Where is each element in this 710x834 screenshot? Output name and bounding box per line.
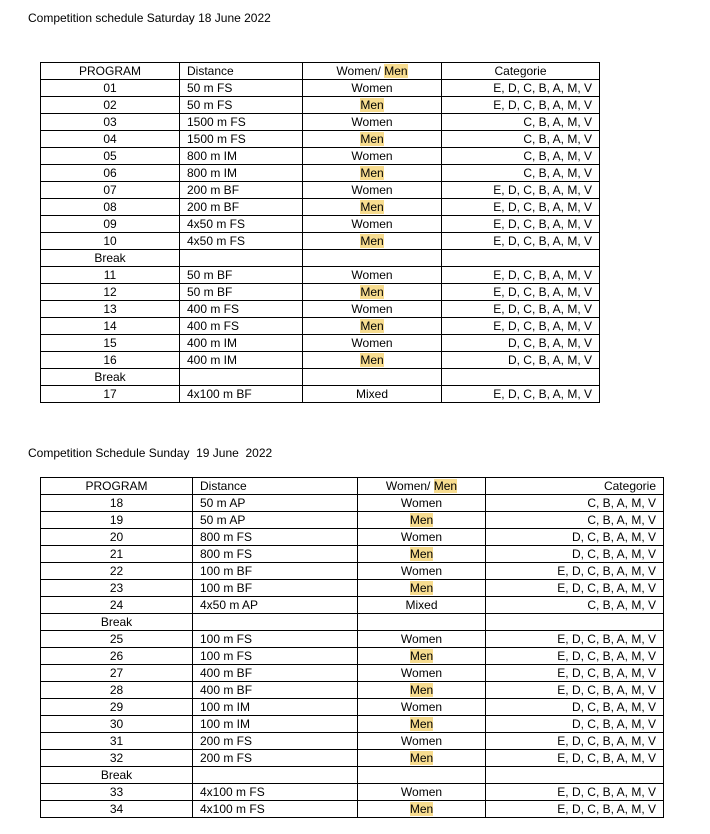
gender-header-prefix: Women/	[385, 478, 434, 493]
program-cell: 32	[41, 750, 193, 767]
gender-cell	[358, 512, 486, 529]
gender-cell	[358, 648, 486, 665]
program-cell: 31	[41, 733, 193, 750]
distance-cell: 400 m FS	[180, 318, 303, 335]
category-cell: C, B, A, M, V	[442, 148, 600, 165]
distance-cell: 100 m FS	[193, 648, 358, 665]
category-cell: D, C, B, A, M, V	[442, 335, 600, 352]
gender-cell: Women	[303, 301, 442, 318]
distance-cell: 1500 m FS	[180, 114, 303, 131]
gender-cell	[303, 352, 442, 369]
category-cell: E, D, C, B, A, M, V	[486, 563, 664, 580]
category-cell: E, D, C, B, A, M, V	[486, 682, 664, 699]
table-row	[41, 716, 664, 733]
table-row	[41, 301, 600, 318]
distance-cell: 4x100 m FS	[193, 784, 358, 801]
category-cell: E, D, C, B, A, M, V	[442, 301, 600, 318]
gender-cell: Women	[358, 784, 486, 801]
gender-cell: Women	[358, 529, 486, 546]
program-cell: Break	[41, 767, 193, 784]
distance-cell: 50 m BF	[180, 284, 303, 301]
program-cell: 19	[41, 512, 193, 529]
saturday-table-body	[41, 80, 600, 403]
distance-cell: 4x100 m FS	[193, 801, 358, 818]
table-row	[41, 386, 600, 403]
category-cell: E, D, C, B, A, M, V	[486, 733, 664, 750]
distance-cell: 200 m FS	[193, 750, 358, 767]
men-highlight: Men	[409, 682, 434, 697]
gender-header-highlight: Men	[433, 478, 458, 493]
distance-cell: 4x50 m FS	[180, 233, 303, 250]
distance-cell: 4x50 m FS	[180, 216, 303, 233]
program-cell: 14	[41, 318, 180, 335]
program-cell: 20	[41, 529, 193, 546]
program-cell: Break	[41, 369, 180, 386]
category-cell	[486, 614, 664, 631]
gender-cell	[358, 546, 486, 563]
distance-cell: 100 m IM	[193, 699, 358, 716]
program-cell: 17	[41, 386, 180, 403]
distance-cell: 100 m FS	[193, 631, 358, 648]
table-header-row	[41, 478, 664, 495]
distance-header: Distance	[180, 63, 303, 80]
gender-header-highlight: Men	[384, 63, 408, 78]
program-cell: 11	[41, 267, 180, 284]
gender-cell	[303, 165, 442, 182]
program-cell: 30	[41, 716, 193, 733]
gender-cell: Women	[358, 495, 486, 512]
program-cell: 25	[41, 631, 193, 648]
table-row	[41, 801, 664, 818]
program-cell: 33	[41, 784, 193, 801]
distance-cell: 400 m IM	[180, 335, 303, 352]
distance-cell	[180, 250, 303, 267]
table-row	[41, 750, 664, 767]
category-cell	[442, 250, 600, 267]
distance-cell: 50 m BF	[180, 267, 303, 284]
distance-cell: 400 m IM	[180, 352, 303, 369]
program-cell: 13	[41, 301, 180, 318]
table-row	[41, 631, 664, 648]
distance-cell	[193, 767, 358, 784]
table-row	[41, 216, 600, 233]
men-highlight: Men	[409, 648, 434, 663]
category-cell: D, C, B, A, M, V	[486, 716, 664, 733]
gender-cell: Women	[358, 733, 486, 750]
distance-cell: 100 m IM	[193, 716, 358, 733]
table-row	[41, 733, 664, 750]
table-row	[41, 318, 600, 335]
gender-cell	[358, 682, 486, 699]
table-row	[41, 682, 664, 699]
category-cell	[442, 369, 600, 386]
table-row	[41, 267, 600, 284]
gender-cell: Mixed	[358, 597, 486, 614]
table-row	[41, 563, 664, 580]
category-cell: E, D, C, B, A, M, V	[442, 318, 600, 335]
category-cell: C, B, A, M, V	[486, 495, 664, 512]
program-cell: 06	[41, 165, 180, 182]
category-cell: E, D, C, B, A, M, V	[486, 750, 664, 767]
table-row	[41, 495, 664, 512]
men-highlight: Men	[409, 801, 434, 816]
gender-cell	[358, 767, 486, 784]
break-row	[41, 369, 600, 386]
distance-cell: 400 m FS	[180, 301, 303, 318]
distance-cell: 50 m AP	[193, 512, 358, 529]
program-cell: 29	[41, 699, 193, 716]
table-row	[41, 580, 664, 597]
gender-cell: Women	[303, 114, 442, 131]
category-cell	[486, 767, 664, 784]
men-highlight: Men	[360, 233, 384, 248]
gender-cell	[358, 614, 486, 631]
table-row	[41, 199, 600, 216]
program-cell: 08	[41, 199, 180, 216]
gender-header	[358, 478, 486, 495]
category-cell: C, B, A, M, V	[442, 131, 600, 148]
table-row	[41, 165, 600, 182]
category-cell: E, D, C, B, A, M, V	[486, 784, 664, 801]
distance-cell: 400 m BF	[193, 682, 358, 699]
distance-cell: 800 m IM	[180, 148, 303, 165]
category-cell: E, D, C, B, A, M, V	[442, 284, 600, 301]
program-cell: 23	[41, 580, 193, 597]
saturday-title: Competition schedule Saturday 18 June 2022	[28, 11, 271, 25]
gender-cell: Women	[303, 335, 442, 352]
distance-cell: 400 m BF	[193, 665, 358, 682]
category-cell: D, C, B, A, M, V	[442, 352, 600, 369]
gender-cell: Women	[358, 631, 486, 648]
program-cell: 34	[41, 801, 193, 818]
category-cell: D, C, B, A, M, V	[486, 529, 664, 546]
distance-cell	[180, 369, 303, 386]
men-highlight: Men	[409, 716, 434, 731]
program-header: PROGRAM	[41, 63, 180, 80]
men-highlight: Men	[360, 131, 384, 146]
distance-cell: 4x50 m AP	[193, 597, 358, 614]
category-cell: E, D, C, B, A, M, V	[442, 97, 600, 114]
distance-cell: 50 m FS	[180, 97, 303, 114]
saturday-schedule-table	[40, 62, 600, 403]
table-row	[41, 131, 600, 148]
table-row	[41, 597, 664, 614]
table-row	[41, 80, 600, 97]
men-highlight: Men	[360, 318, 384, 333]
category-cell: E, D, C, B, A, M, V	[486, 631, 664, 648]
program-cell: Break	[41, 250, 180, 267]
table-row	[41, 784, 664, 801]
gender-cell: Women	[358, 665, 486, 682]
table-row	[41, 352, 600, 369]
table-row	[41, 233, 600, 250]
category-cell: E, D, C, B, A, M, V	[486, 648, 664, 665]
program-cell: 02	[41, 97, 180, 114]
table-row	[41, 665, 664, 682]
program-cell: Break	[41, 614, 193, 631]
category-cell: E, D, C, B, A, M, V	[442, 386, 600, 403]
gender-cell	[303, 318, 442, 335]
gender-cell	[303, 199, 442, 216]
program-cell: 15	[41, 335, 180, 352]
category-cell: C, B, A, M, V	[442, 165, 600, 182]
category-cell: E, D, C, B, A, M, V	[442, 267, 600, 284]
program-cell: 16	[41, 352, 180, 369]
gender-header-prefix: Women/	[336, 63, 385, 78]
sunday-schedule-table	[40, 477, 664, 818]
table-row	[41, 648, 664, 665]
break-row	[41, 250, 600, 267]
program-cell: 24	[41, 597, 193, 614]
category-cell: E, D, C, B, A, M, V	[442, 182, 600, 199]
gender-cell	[358, 580, 486, 597]
men-highlight: Men	[409, 580, 434, 595]
category-cell: D, C, B, A, M, V	[486, 699, 664, 716]
table-row	[41, 97, 600, 114]
category-header: Categorie	[442, 63, 600, 80]
gender-cell: Women	[358, 563, 486, 580]
gender-cell: Women	[303, 80, 442, 97]
program-cell: 12	[41, 284, 180, 301]
men-highlight: Men	[360, 284, 384, 299]
table-row	[41, 114, 600, 131]
category-cell: D, C, B, A, M, V	[486, 546, 664, 563]
program-cell: 03	[41, 114, 180, 131]
sunday-title: Competition Schedule Sunday 19 June 2022	[28, 446, 273, 460]
distance-cell: 4x100 m BF	[180, 386, 303, 403]
distance-cell: 100 m BF	[193, 563, 358, 580]
table-row	[41, 546, 664, 563]
category-cell: E, D, C, B, A, M, V	[442, 233, 600, 250]
category-cell: E, D, C, B, A, M, V	[442, 216, 600, 233]
distance-cell: 1500 m FS	[180, 131, 303, 148]
men-highlight: Men	[409, 750, 434, 765]
gender-cell	[303, 284, 442, 301]
table-row	[41, 699, 664, 716]
distance-cell: 100 m BF	[193, 580, 358, 597]
men-highlight: Men	[360, 165, 384, 180]
program-cell: 07	[41, 182, 180, 199]
category-cell: E, D, C, B, A, M, V	[486, 801, 664, 818]
gender-cell	[303, 131, 442, 148]
program-cell: 05	[41, 148, 180, 165]
program-cell: 10	[41, 233, 180, 250]
gender-cell	[358, 716, 486, 733]
program-cell: 04	[41, 131, 180, 148]
break-row	[41, 614, 664, 631]
category-header: Categorie	[486, 478, 664, 495]
category-cell: E, D, C, B, A, M, V	[486, 580, 664, 597]
program-cell: 21	[41, 546, 193, 563]
table-row	[41, 529, 664, 546]
table-header-row	[41, 63, 600, 80]
distance-cell: 50 m FS	[180, 80, 303, 97]
gender-header	[303, 63, 442, 80]
men-highlight: Men	[409, 546, 434, 561]
gender-cell	[303, 250, 442, 267]
category-cell: E, D, C, B, A, M, V	[442, 199, 600, 216]
table-row	[41, 512, 664, 529]
gender-cell: Women	[303, 216, 442, 233]
distance-header: Distance	[193, 478, 358, 495]
gender-cell: Mixed	[303, 386, 442, 403]
program-cell: 28	[41, 682, 193, 699]
program-cell: 01	[41, 80, 180, 97]
program-cell: 22	[41, 563, 193, 580]
program-header: PROGRAM	[41, 478, 193, 495]
gender-cell: Women	[303, 182, 442, 199]
program-cell: 27	[41, 665, 193, 682]
sunday-table-body	[41, 495, 664, 818]
category-cell: C, B, A, M, V	[486, 512, 664, 529]
category-cell: C, B, A, M, V	[486, 597, 664, 614]
distance-cell: 800 m FS	[193, 529, 358, 546]
gender-cell: Women	[303, 267, 442, 284]
program-cell: 26	[41, 648, 193, 665]
gender-cell	[358, 750, 486, 767]
table-row	[41, 335, 600, 352]
distance-cell: 200 m FS	[193, 733, 358, 750]
gender-cell: Women	[358, 699, 486, 716]
program-cell: 09	[41, 216, 180, 233]
distance-cell: 200 m BF	[180, 199, 303, 216]
distance-cell: 50 m AP	[193, 495, 358, 512]
break-row	[41, 767, 664, 784]
men-highlight: Men	[360, 97, 384, 112]
table-row	[41, 284, 600, 301]
distance-cell: 800 m FS	[193, 546, 358, 563]
men-highlight: Men	[360, 352, 384, 367]
table-row	[41, 182, 600, 199]
table-row	[41, 148, 600, 165]
men-highlight: Men	[360, 199, 384, 214]
distance-cell: 800 m IM	[180, 165, 303, 182]
category-cell: C, B, A, M, V	[442, 114, 600, 131]
gender-cell	[303, 97, 442, 114]
gender-cell: Women	[303, 148, 442, 165]
category-cell: E, D, C, B, A, M, V	[442, 80, 600, 97]
gender-cell	[303, 369, 442, 386]
men-highlight: Men	[409, 512, 434, 527]
program-cell: 18	[41, 495, 193, 512]
distance-cell	[193, 614, 358, 631]
category-cell: E, D, C, B, A, M, V	[486, 665, 664, 682]
distance-cell: 200 m BF	[180, 182, 303, 199]
gender-cell	[358, 801, 486, 818]
gender-cell	[303, 233, 442, 250]
